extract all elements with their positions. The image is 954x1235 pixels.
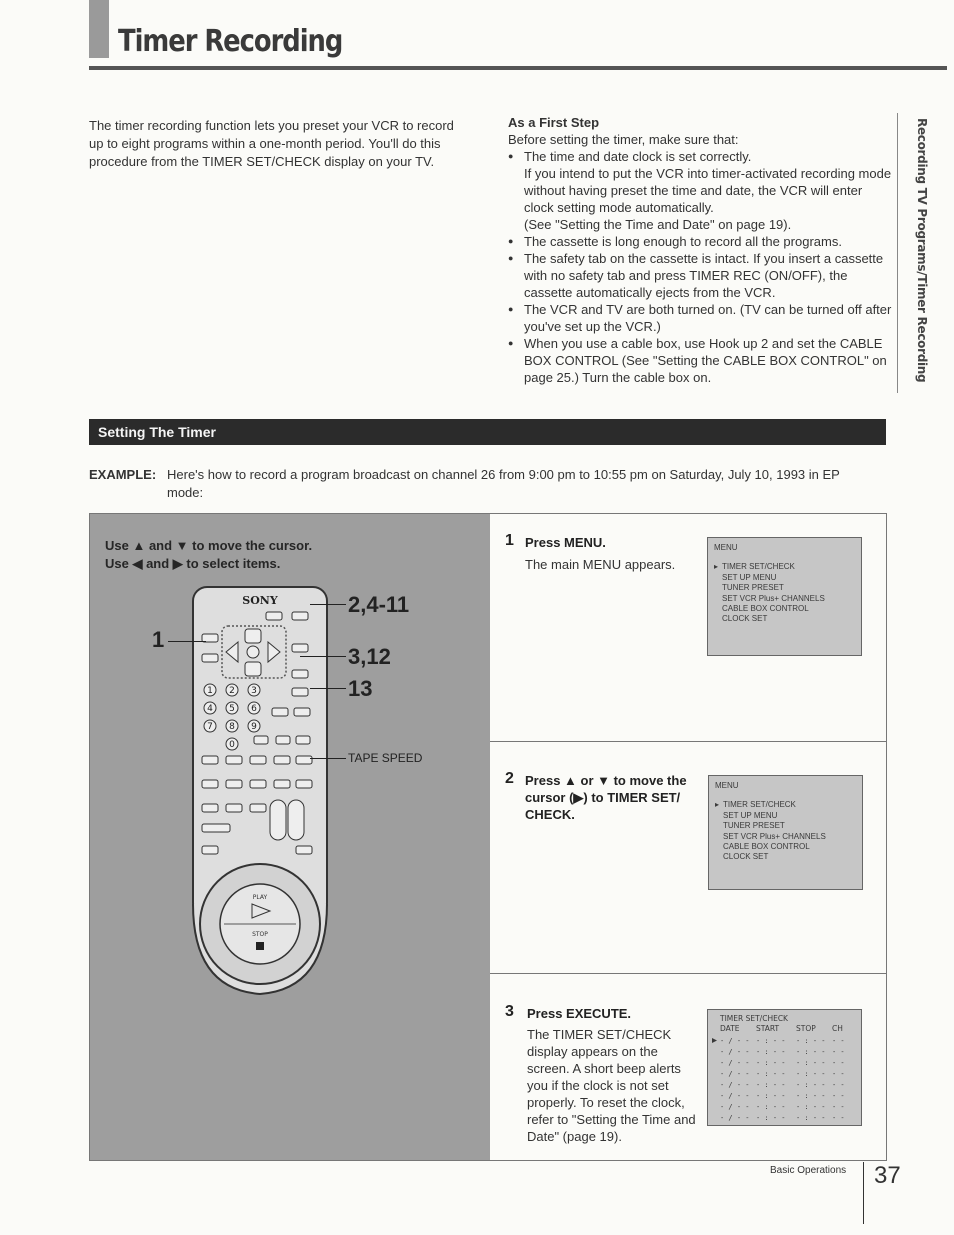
step-separator [490, 973, 886, 974]
timer-cell: - : - - [796, 1048, 826, 1056]
digit-label: 6 [251, 704, 257, 714]
erase-button [296, 736, 310, 744]
intro-paragraph: The timer recording function lets you preset your VCR to record up to eight programs within a one-month period. You'll do this procedure from the TIMER SET/CHECK display on your TV. [89, 118, 454, 169]
page-number-rule [863, 1162, 864, 1224]
menu-item: CLOCK SET [723, 852, 769, 862]
timer-cell: - - [832, 1037, 845, 1045]
callout-step-1: 1 [152, 627, 165, 652]
timer-cell: - - [832, 1103, 845, 1111]
callout-line-2 [310, 604, 346, 605]
menu-item: CABLE BOX CONTROL [723, 842, 810, 852]
step-separator [490, 741, 886, 742]
first-step-heading: As a First Step [508, 115, 600, 130]
menu-item: CABLE BOX CONTROL [722, 604, 809, 614]
digit-label: 9 [251, 722, 257, 732]
callout-steps-3-12: 3,12 [348, 644, 391, 669]
cursor-instructions: Use ▲ and ▼ to move the cursor. Use ◀ and ▶ to select items. [105, 538, 313, 571]
timer-cell: - / - - [720, 1092, 750, 1100]
timer-cell: - / - - [720, 1070, 750, 1078]
menu-screen-2: MENU ▸ TIMER SET/CHECK SET UP MENU TUNER PRESET SET VCR Plus+ CHANNELS CABLE BOX CONTROL CLOCK SET [708, 775, 863, 890]
digit-label: 5 [229, 704, 235, 714]
step-1-body: The main MENU appears. [525, 557, 676, 572]
play-label: PLAY [252, 894, 268, 901]
callout-line-1 [168, 641, 206, 642]
execute-button [292, 644, 308, 652]
first-step-list [508, 148, 893, 386]
power-button [292, 612, 308, 620]
vcr-plus-button [292, 688, 308, 696]
stop-label: STOP [252, 931, 268, 938]
step-1-title: Press MENU. [525, 535, 606, 550]
channel-rocker [288, 800, 304, 840]
timer-cursor-icon [712, 1038, 717, 1043]
timer-cell: - - [832, 1114, 845, 1122]
timer-cell: - : - - [756, 1059, 786, 1067]
remote-panel [90, 514, 490, 1160]
volume-rocker [270, 800, 286, 840]
timer-cell: - : - - [796, 1081, 826, 1089]
display-button [202, 654, 218, 662]
callout-step-13: 13 [348, 676, 373, 701]
daily-button [272, 708, 288, 716]
timer-cell: - : - - [796, 1070, 826, 1078]
first-step-lead: Before setting the timer, make sure that: [508, 132, 739, 147]
digit-label: 3 [251, 686, 257, 696]
timer-cell: - / - - [720, 1048, 750, 1056]
step-1-number: 1 [505, 532, 514, 549]
remote-brand: SONY [242, 594, 278, 607]
cursor-down-button [245, 662, 261, 676]
timer-cell: - : - - [756, 1037, 786, 1045]
menu-item: ▸ TIMER SET/CHECK [722, 562, 855, 572]
callout-line-3 [300, 656, 346, 657]
page-title: Timer Recording [118, 24, 343, 59]
step-3-number: 3 [505, 1003, 514, 1020]
clock-ref: (See "Setting the Time and Date" on page 19). [524, 217, 792, 232]
digit-label: 8 [229, 722, 235, 732]
step-3-body: The TIMER SET/CHECK display appears on the screen. A short beep alerts you if the clock is not set properly. To reset the clock, refer to "Setting the Time and Date" (page 19). [527, 1027, 696, 1144]
step-3-title: Press EXECUTE. [527, 1006, 632, 1021]
timer-cell: - : - - [796, 1037, 826, 1045]
cursor-center [247, 646, 259, 658]
timer-cell: - - [832, 1070, 845, 1078]
digit-label: 2 [229, 686, 235, 696]
timer-cell: - / - - [720, 1103, 750, 1111]
timer-cell: - : - - [756, 1070, 786, 1078]
timer-set-check-screen [707, 1009, 862, 1126]
example-text: Here's how to record a program broadcast on channel 26 from 9:00 pm to 10:55 pm on Saturday, July 10, 1993 in EP mode: [167, 467, 840, 500]
timer-cell: - : - - [796, 1092, 826, 1100]
timer-cell: - / - - [720, 1114, 750, 1122]
timer-header-date: DATE [720, 1024, 740, 1033]
timer-cell: - : - - [756, 1103, 786, 1111]
timer-cell: - - [832, 1092, 845, 1100]
timer-cell: - - [832, 1059, 845, 1067]
digit-label: 7 [207, 722, 213, 732]
title-accent-block [89, 0, 109, 58]
menu-item: SET UP MENU [723, 810, 778, 820]
timer-header-start: START [756, 1024, 780, 1033]
timer-cell: - : - - [796, 1059, 826, 1067]
timer-title: TIMER SET/CHECK [720, 1014, 788, 1023]
list-item: ● The safety tab on the cassette is intact. If you insert a cassette with no safety tab and press TIMER REC (ON/OFF), the cassette automatically ejects from the VCR. [508, 250, 893, 301]
instruction-panel [89, 513, 887, 1161]
title-rule [89, 66, 947, 70]
digit-label: 4 [207, 704, 213, 714]
mark-button [276, 736, 290, 744]
section-header-bar [89, 419, 886, 445]
enter-button [254, 736, 268, 744]
step-2-title: Press ▲ or ▼ to move the cursor (▶) to TIMER SET/ CHECK. [525, 773, 687, 822]
callout-steps-2-4-11: 2,4-11 [348, 592, 410, 617]
tv-vtr-button [266, 612, 282, 620]
stop-icon [256, 942, 264, 950]
menu-item: TUNER PRESET [723, 821, 785, 831]
timer-cell: - : - - [756, 1114, 786, 1122]
page-number: 37 [874, 1162, 901, 1189]
digit-label: 0 [229, 740, 235, 750]
clock-note: If you intend to put the VCR into timer-activated recording mode without having preset the time and date, the VCR will enter clock setting mode automatically. [524, 166, 892, 215]
section-title: Setting The Timer [98, 424, 216, 440]
footer-section-label: Basic Operations [770, 1165, 847, 1176]
remote-control-illustration [190, 584, 330, 1004]
list-item: ● The cassette is long enough to record all the programs. [508, 233, 893, 250]
first-step-section [508, 114, 893, 386]
timer-cell: - / - - [720, 1081, 750, 1089]
callout-line-tape [310, 758, 346, 759]
list-item: ● When you use a cable box, use Hook up 2 and set the CABLE BOX CONTROL (See "Setting the CABLE BOX CONTROL" on page 25.) Turn the cable box on. [508, 335, 893, 386]
menu-item: TUNER PRESET [722, 583, 784, 593]
side-rule [897, 113, 898, 393]
timer-cell: - - [832, 1048, 845, 1056]
timer-cell: - : - - [756, 1092, 786, 1100]
menu-item: SET VCR Plus+ CHANNELS [722, 593, 825, 603]
timer-cell: - / - - [720, 1037, 750, 1045]
timer-cell: - : - - [796, 1103, 826, 1111]
chapter-side-label: Recording TV Programs/Timer Recording [915, 118, 929, 383]
menu-item: SET VCR Plus+ CHANNELS [723, 831, 826, 841]
timer-cell: - : - - [796, 1114, 826, 1122]
timer-header-ch: CH [832, 1024, 843, 1033]
timer-cell: - / - - [720, 1059, 750, 1067]
callout-line-4 [310, 688, 346, 689]
weekly-button [294, 708, 310, 716]
list-item: ● The VCR and TV are both turned on. (TV can be turned off after you've set up the VCR.) [508, 301, 893, 335]
timer-table [708, 1010, 863, 1127]
list-item: ● The time and date clock is set correctly. If you intend to put the VCR into timer-activated recording mode without having preset the time and date, the VCR will enter clock setting mode automatically. (See "Setting the Time and Date" on page 19). [508, 148, 893, 233]
menu-screen-1: MENU ▸ TIMER SET/CHECK SET UP MENU TUNER PRESET SET VCR Plus+ CHANNELS CABLE BOX CONTROL CLOCK SET [707, 537, 862, 656]
menu-item: ▸ TIMER SET/CHECK [723, 800, 856, 810]
timer-cell: - - [832, 1081, 845, 1089]
callout-tape-speed: TAPE SPEED [348, 751, 423, 765]
menu-item: SET UP MENU [722, 572, 777, 582]
digit-label: 1 [207, 686, 213, 696]
cursor-up-button [245, 629, 261, 643]
example-label: EXAMPLE: [89, 467, 157, 482]
timer-cell: - : - - [756, 1081, 786, 1089]
menu-item: CLOCK SET [722, 614, 768, 624]
timer-rec-button [292, 670, 308, 678]
step-2-number: 2 [505, 770, 514, 787]
timer-cell: - : - - [756, 1048, 786, 1056]
timer-header-stop: STOP [796, 1024, 816, 1033]
